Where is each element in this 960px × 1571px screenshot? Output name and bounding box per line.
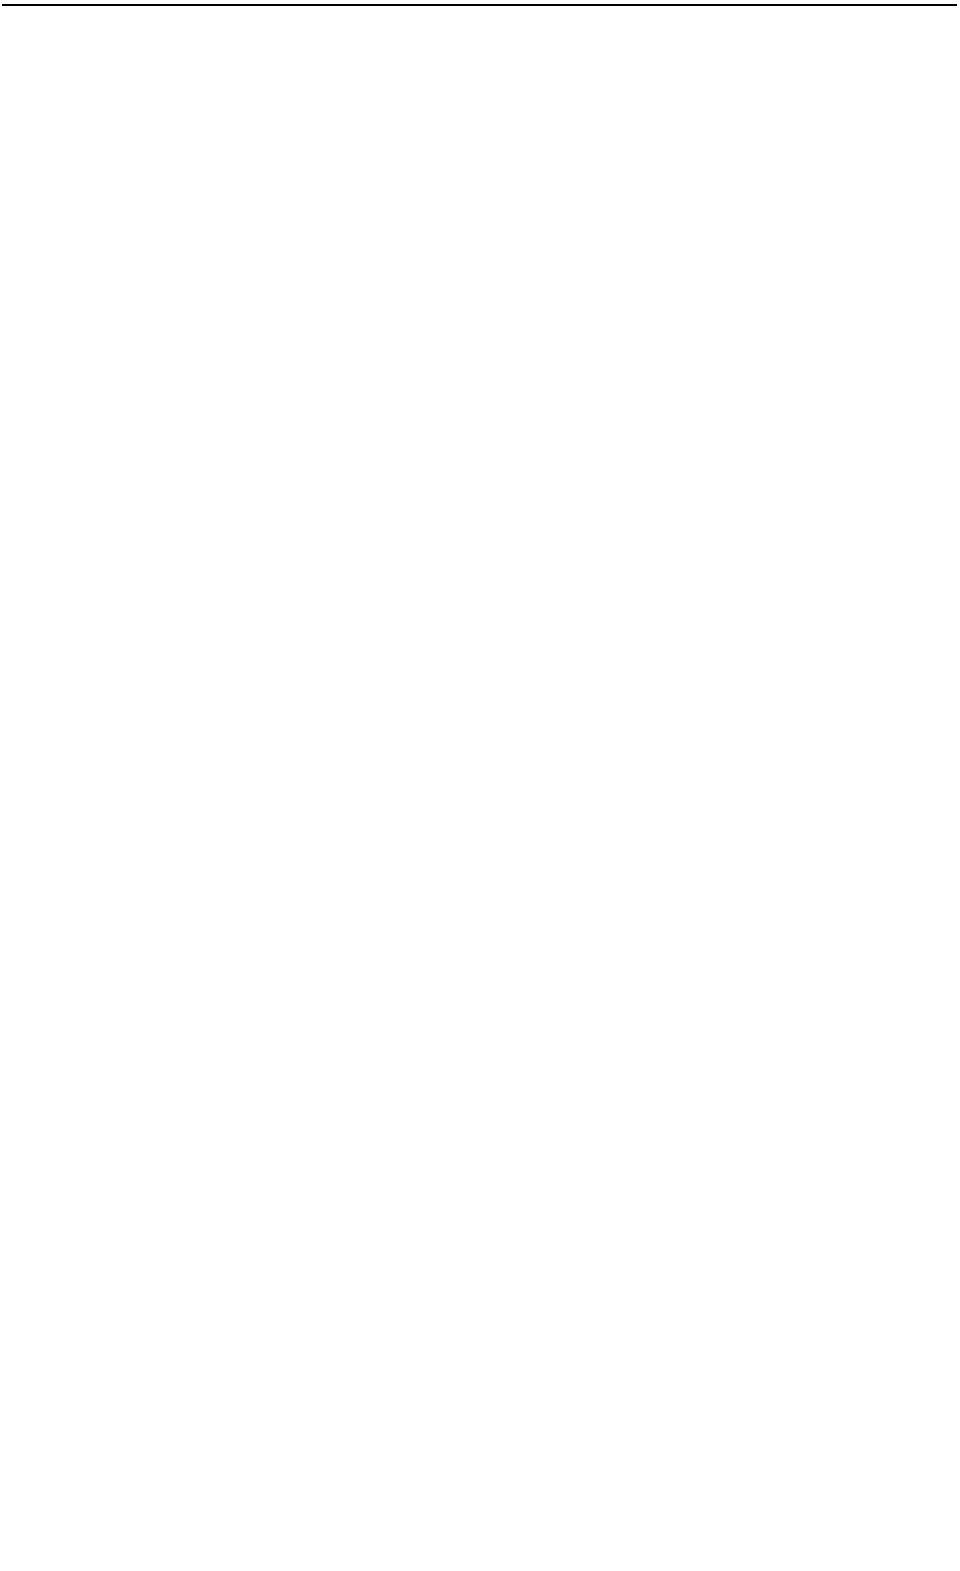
cell-code — [130, 5, 289, 6]
table-row-group — [3, 5, 957, 6]
cell-description — [289, 5, 957, 6]
table-body-group — [3, 5, 957, 6]
tariff-table — [2, 4, 957, 6]
cell-number — [3, 5, 130, 6]
